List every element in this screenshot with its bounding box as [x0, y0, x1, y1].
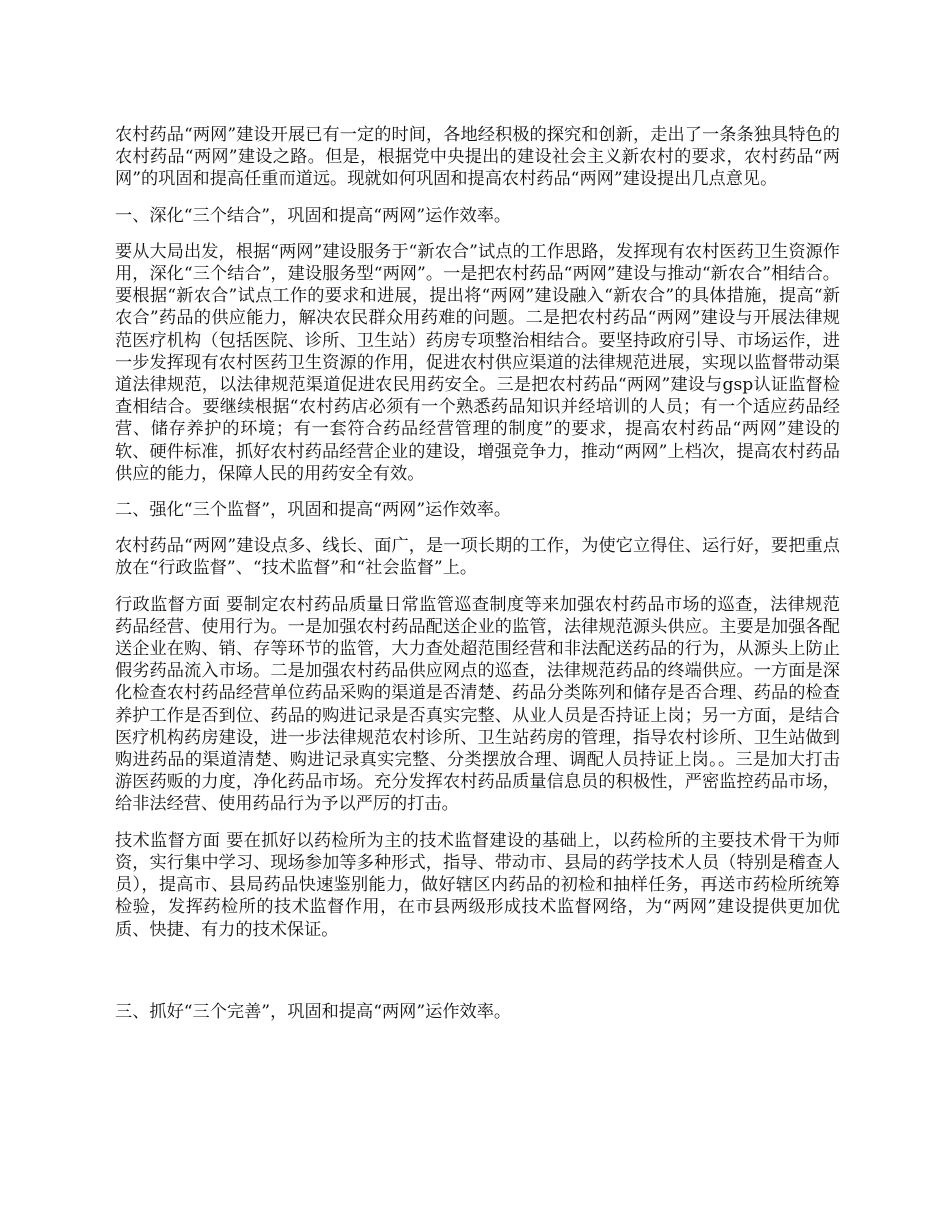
section2-heading: 二、强化“三个监督”，巩固和提高“两网”运作效率。	[115, 500, 512, 521]
section2-intro-paragraph: 农村药品“两网”建设点多、线长、面广，是一项长期的工作，为使它立得住、运行好，要把重点放在“行政监督”、“技术监督”和“社会监督”上。	[115, 536, 840, 579]
section1-paragraph: 要从大局出发，根据“两网”建设服务于“新农合”试点的工作思路，发挥现有农村医药卫生资源作用，深化“三个结合”，建设服务型“两网”。一是把农村药品“两网”建设与推动“新农合”相结合。要根据“新农合”试点工作的要求和进展，提出将“两网”建设融入“新农合”的具体措施，提高“新农合”药品的供应能力，解决农民群众用药难的问题。二是把农村药品“两网”建设与开展法律规范医疗机构（包括医院、诊所、卫生站）药房专项整治相结合。要坚持政府引导、市场运作，进一步发挥现有农村医药卫生资源的作用，促进农村供应渠道的法律规范进展，实现以监督带动渠道法律规范，以法律规范渠道促进农民用药安全。三是把农村药品“两网”建设与gsp认证监督检查相结合。要继续根据“农村药店必须有一个熟悉药品知识并经培训的人员；有一个适应药品经营、储存养护的环境；有一套符合药品经营管理的制度”的要求，提高农村药品“两网”建设的软、硬件标准，抓好农村药品经营企业的建设，增强竞争力，推动“两网”上档次，提高农村药品供应的能力，保障人民的用药安全有效。	[115, 241, 840, 484]
section2-admin-paragraph: 行政监督方面 要制定农村药品质量日常监管巡查制度等来加强农村药品市场的巡查，法律规范药品经营、使用行为。一是加强农村药品配送企业的监管，法律规范源头供应。主要是加强各配送企业在购、销、存等环节的监管，大力查处超范围经营和非法配送药品的行为，从源头上防止假劣药品流入市场。二是加强农村药品供应网点的巡查，法律规范药品的终端供应。一方面是深化检查农村药品经营单位药品采购的渠道是否清楚、药品分类陈列和储存是否合理、药品的检查养护工作是否到位、药品的购进记录是否真实完整、从业人员是否持证上岗；另一方面，是结合医疗机构药房建设，进一步法律规范农村诊所、卫生站药房的管理，指导农村诊所、卫生站做到购进药品的渠道清楚、购进记录真实完整、分类摆放合理、调配人员持证上岗。。三是加大打击游医药贩的力度，净化药品市场。充分发挥农村药品质量信息员的积极性，严密监控药品市场，给非法经营、使用药品行为予以严厉的打击。	[115, 594, 840, 815]
blank-spacer	[115, 955, 840, 1001]
section3-heading: 三、抓好“三个完善”，巩固和提高“两网”运作效率。	[115, 1001, 512, 1022]
document-page	[115, 124, 840, 1037]
intro-paragraph: 农村药品“两网”建设开展已有一定的时间，各地经积极的探究和创新，走出了一条条独具特色的农村药品“两网”建设之路。但是，根据党中央提出的建设社会主义新农村的要求，农村药品“两网”的巩固和提高任重而道远。现就如何巩固和提高农村药品“两网”建设提出几点意见。	[115, 125, 840, 190]
section2-tech-paragraph: 技术监督方面 要在抓好以药检所为主的技术监督建设的基础上，以药检所的主要技术骨干为师资，实行集中学习、现场参加等多种形式，指导、带动市、县局的药学技术人员（特别是稽查人员），提高市、县局药品快速鉴别能力，做好辖区内药品的初检和抽样任务，再送市药检所统筹检验，发挥药检所的技术监督作用，在市县两级形成技术监督网络，为“两网”建设提供更加优质、快捷、有力的技术保证。	[115, 830, 840, 940]
section1-heading: 一、深化“三个结合”，巩固和提高“两网”运作效率。	[115, 205, 512, 226]
